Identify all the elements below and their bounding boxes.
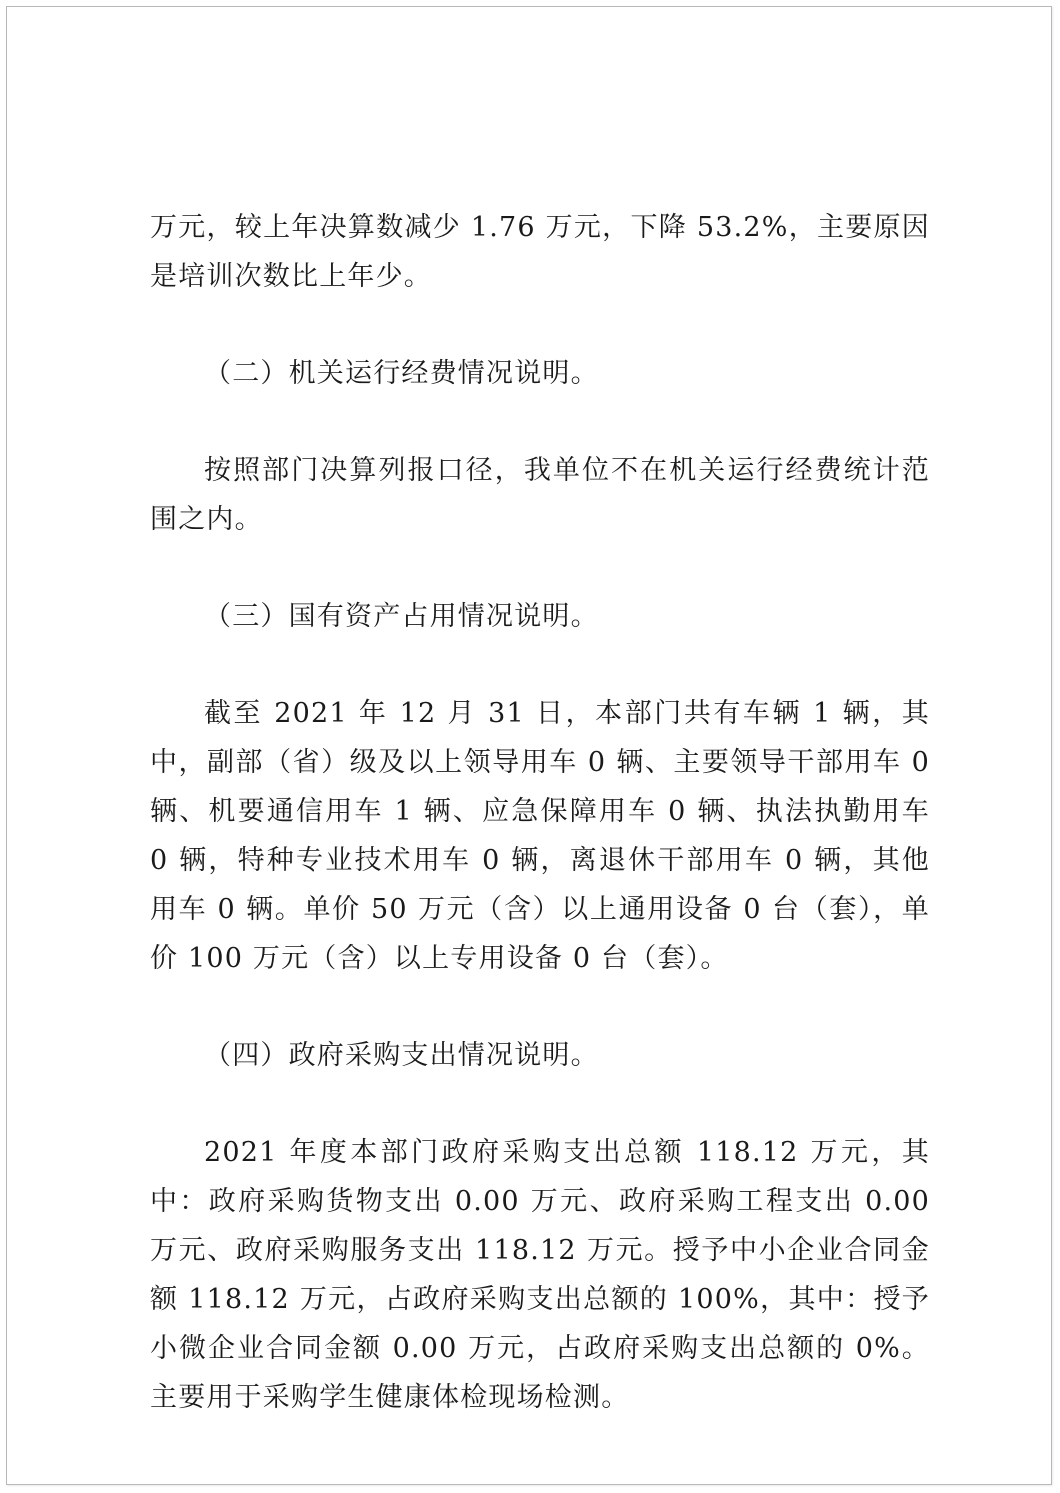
- document-page: [6, 6, 1052, 1485]
- paragraph-gap: [150, 1080, 930, 1128]
- paragraph-operating-costs: 按照部门决算列报口径，我单位不在机关运行经费统计范围之内。: [150, 455, 930, 535]
- section-heading-2: （二）机关运行经费情况说明。: [204, 358, 599, 389]
- section-heading-3: （三）国有资产占用情况说明。: [204, 601, 599, 632]
- paragraph-gap: [150, 641, 930, 689]
- paragraph-gap: [150, 398, 930, 446]
- section-heading-4: （四）政府采购支出情况说明。: [204, 1040, 599, 1071]
- paragraph-gap: [150, 983, 930, 1031]
- paragraph-continuation: 万元，较上年决算数减少 1.76 万元，下降 53.2%，主要原因是培训次数比上年少。: [150, 212, 930, 292]
- paragraph-procurement: 2021 年度本部门政府采购支出总额 118.12 万元，其中：政府采购货物支出 0.00 万元、政府采购工程支出 0.00 万元、政府采购服务支出 118.12 万元。授予中小企业合同金额 118.12 万元，占政府采购支出总额的 100%，其中：授予小微企业合同金额 0.00 万元，占政府采购支出总额的 0%。主要用于采购学生健康体检现场检测。: [150, 1137, 930, 1413]
- document-body: [150, 203, 930, 1422]
- paragraph-gap: [150, 544, 930, 592]
- paragraph-state-assets: 截至 2021 年 12 月 31 日，本部门共有车辆 1 辆，其中，副部（省）级及以上领导用车 0 辆、主要领导干部用车 0 辆、机要通信用车 1 辆、应急保障用车 0 辆、执法执勤用车 0 辆，特种专业技术用车 0 辆，离退休干部用车 0 辆，其他用车 0 辆。单价 50 万元（含）以上通用设备 0 台（套），单价 100 万元（含）以上专用设备 0 台（套）。: [150, 698, 930, 974]
- paragraph-gap: [150, 301, 930, 349]
